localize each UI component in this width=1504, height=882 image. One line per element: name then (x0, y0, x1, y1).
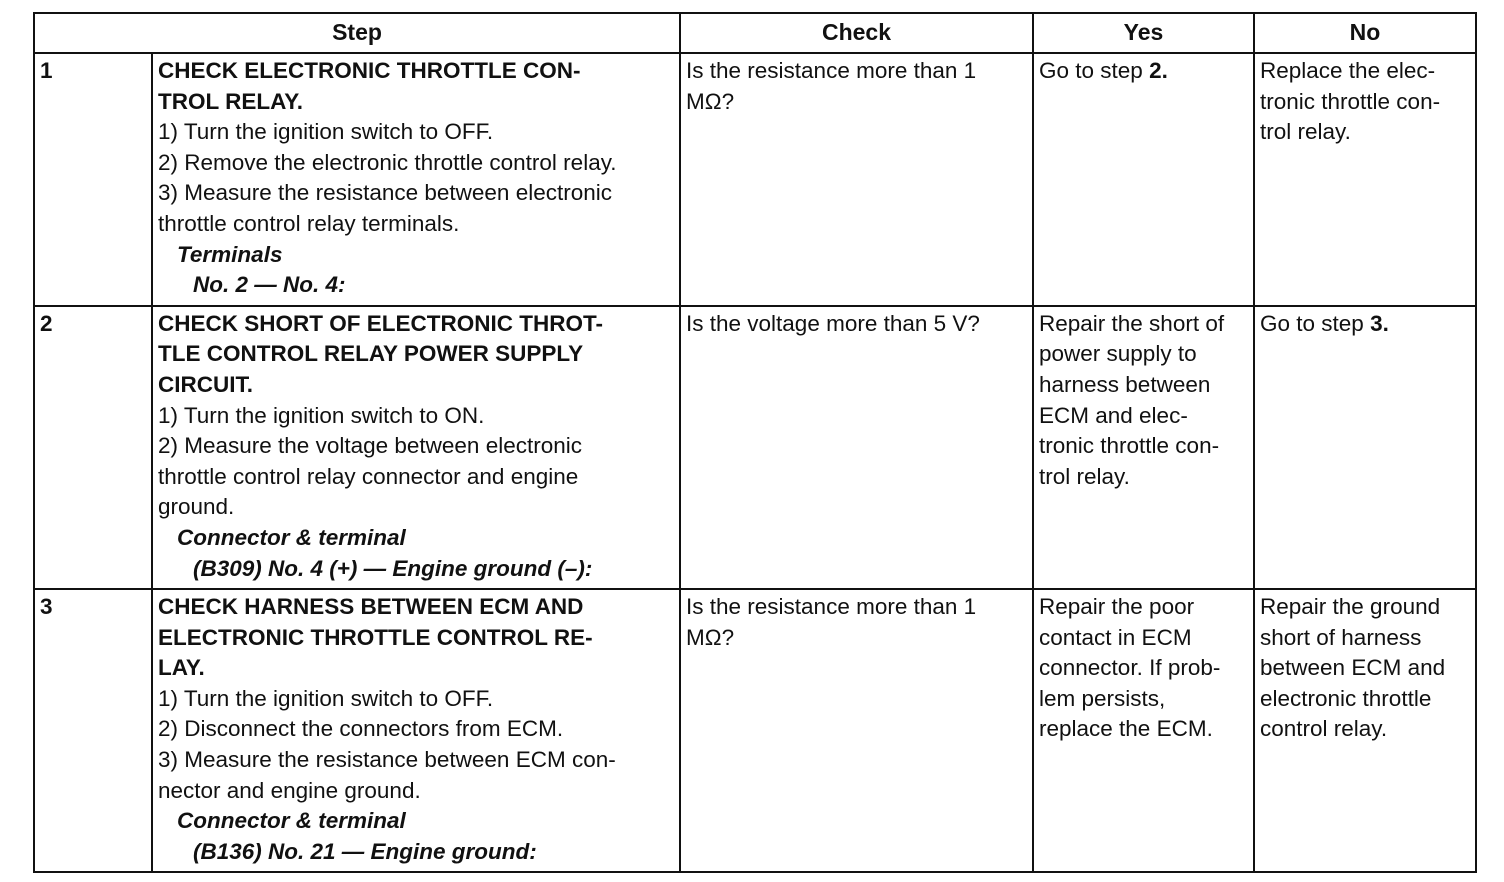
table-row (34, 53, 1476, 306)
no-text: Go to step (1260, 310, 1371, 336)
yes-cell (1033, 589, 1254, 872)
step-description (152, 589, 680, 872)
substep: 1) Turn the ignition switch to ON. (158, 402, 485, 428)
yes-cell (1033, 306, 1254, 589)
diagnostic-table (33, 12, 1477, 873)
step-description (152, 53, 680, 306)
step-title: CHECK HARNESS BETWEEN ECM AND (158, 594, 584, 620)
substep: 2) Measure the voltage between electronic (158, 433, 582, 459)
check-cell (680, 589, 1033, 872)
substep: throttle control relay connector and engine (158, 463, 579, 489)
no-cell (1254, 53, 1476, 306)
spec-value: No. 2 — No. 4: (193, 272, 346, 298)
check-text: Is the voltage more than 5 V? (686, 310, 980, 336)
substep: nector and engine ground. (158, 777, 421, 803)
table-row (34, 306, 1476, 589)
spec-value: (B136) No. 21 — Engine ground: (193, 838, 537, 864)
substep: 1) Turn the ignition switch to OFF. (158, 119, 494, 145)
no-text: Repair the ground (1260, 594, 1441, 620)
step-title: CHECK SHORT OF ELECTRONIC THROT- (158, 310, 603, 336)
step-number: 3 (34, 589, 152, 872)
check-text: Is the resistance more than 1 (686, 594, 977, 620)
no-text: trol relay. (1260, 119, 1351, 145)
substep: ground. (158, 494, 235, 520)
step-title: TROL RELAY. (158, 88, 304, 114)
spec-heading: Connector & terminal (177, 524, 406, 550)
table-row (34, 589, 1476, 872)
yes-text: replace the ECM. (1039, 716, 1213, 742)
yes-text: Go to step (1039, 58, 1150, 83)
check-cell (680, 53, 1033, 306)
substep: 1) Turn the ignition switch to OFF. (158, 685, 494, 711)
yes-cell (1033, 53, 1254, 306)
header-check: Check (680, 13, 1033, 53)
header-step: Step (34, 13, 680, 53)
yes-text: harness between (1039, 371, 1211, 397)
check-cell (680, 306, 1033, 589)
step-title: ELECTRONIC THROTTLE CONTROL RE- (158, 624, 593, 650)
substep: 3) Measure the resistance between electronic (158, 180, 612, 206)
header-yes: Yes (1033, 13, 1254, 53)
spec-value: (B309) No. 4 (+) — Engine ground (–): (193, 555, 593, 581)
check-text: Is the resistance more than 1 (686, 58, 977, 83)
substep: throttle control relay terminals. (158, 210, 460, 236)
step-title: LAY. (158, 655, 205, 681)
yes-text: lem persists, (1039, 685, 1166, 711)
no-text: short of harness (1260, 624, 1422, 650)
yes-step-ref: 2. (1149, 58, 1168, 83)
step-number: 2 (34, 306, 152, 589)
step-description (152, 306, 680, 589)
check-text: MΩ? (686, 624, 735, 650)
yes-text: connector. If prob- (1039, 655, 1221, 681)
no-text: Replace the elec- (1260, 58, 1436, 83)
no-step-ref: 3. (1370, 310, 1389, 336)
yes-text: tronic throttle con- (1039, 433, 1220, 459)
substep: 3) Measure the resistance between ECM con- (158, 747, 616, 773)
spec-heading: Connector & terminal (177, 808, 406, 834)
check-text: MΩ? (686, 88, 735, 114)
no-text: control relay. (1260, 716, 1388, 742)
no-cell (1254, 589, 1476, 872)
no-text: between ECM and (1260, 655, 1446, 681)
no-text: electronic throttle (1260, 685, 1432, 711)
header-no: No (1254, 13, 1476, 53)
yes-text: Repair the short of (1039, 310, 1225, 336)
yes-text: trol relay. (1039, 463, 1130, 489)
step-title: CHECK ELECTRONIC THROTTLE CON- (158, 58, 581, 83)
substep: 2) Disconnect the connectors from ECM. (158, 716, 564, 742)
no-text: tronic throttle con- (1260, 88, 1441, 114)
step-number: 1 (34, 53, 152, 306)
yes-text: power supply to (1039, 341, 1197, 367)
yes-text: Repair the poor (1039, 594, 1195, 620)
no-cell (1254, 306, 1476, 589)
step-title: CIRCUIT. (158, 371, 253, 397)
spec-heading: Terminals (177, 241, 283, 267)
yes-text: contact in ECM (1039, 624, 1192, 650)
substep: 2) Remove the electronic throttle control relay. (158, 149, 617, 175)
step-title: TLE CONTROL RELAY POWER SUPPLY (158, 341, 584, 367)
header-row (34, 13, 1476, 53)
yes-text: ECM and elec- (1039, 402, 1188, 428)
